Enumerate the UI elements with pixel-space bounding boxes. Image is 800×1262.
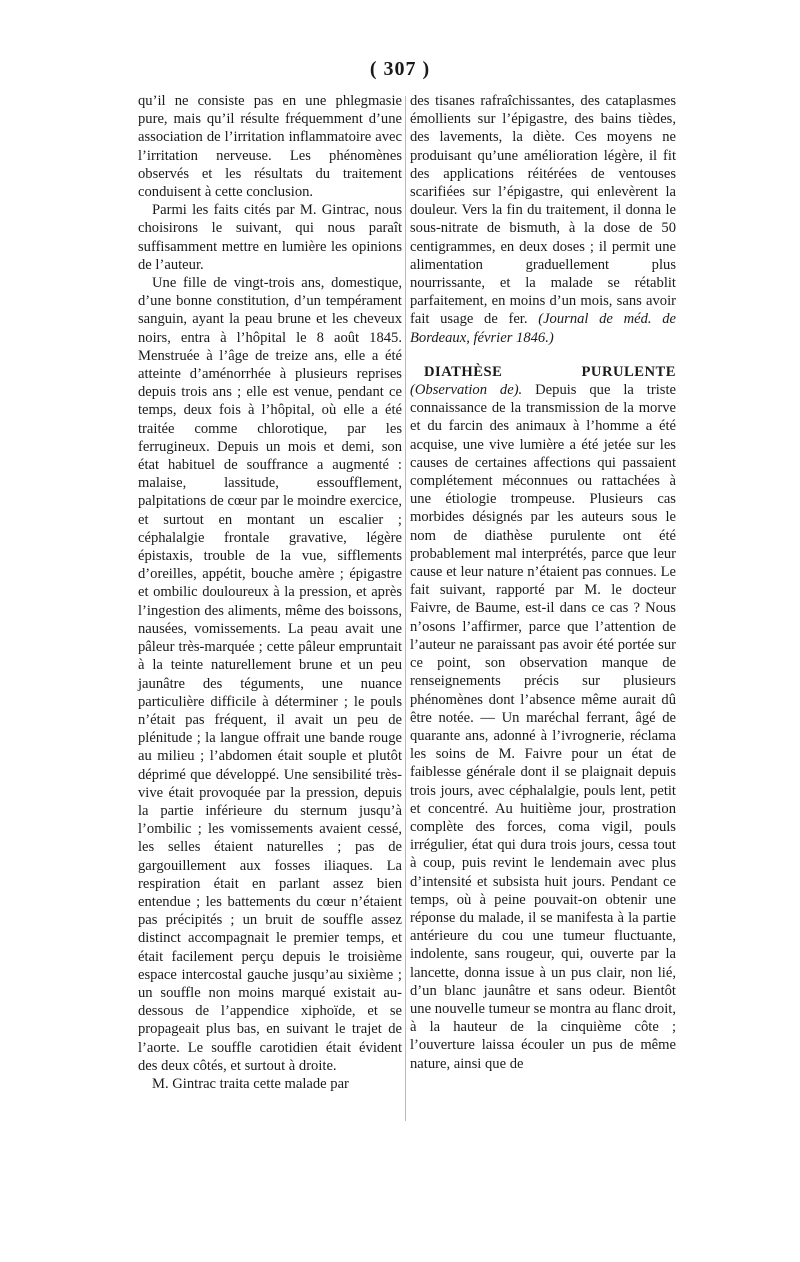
entry-heading-note: (Observation de). [410, 382, 523, 399]
entry-heading: DIATHÈSE PURULENTE [424, 363, 676, 380]
paragraph: Une fille de vingt-trois ans, domestique, d’une bonne constitution, d’un tempérament sanguin, ayant la peau brune et les cheveux noirs, entra à l’hôpital le 8 août 1845. Menstruée à l’âge de treize ans, elle a été atteinte d’aménorrhée à plusieurs reprises depuis trois ans ; elle est venue, pendant ce temps, deux fois à l’hôpital, où elle a été traitée comme chlorotique, par les ferrugineux. Depuis un mois et demi, son état habituel de souffrance a augmenté : malaise, lassitude, essoufflement, palpitations de cœur par le moindre exercice, et surtout en montant un escalier ; céphalalgie frontale gravative, légère épistaxis, trouble de la vue, sifflements d’oreilles, appétit, bouche amère ; épigastre et ombilic douloureux à la pression, et après l’ingestion des aliments, même des boissons, nausées, vomissements. La peau avait une pâleur très-marquée ; cette pâleur empruntait à la teinte naturellement brune et un peu jaunâtre des téguments, une nuance particulière difficile à déterminer ; le pouls n’était pas fréquent, il avait un peu de plénitude ; la langue offrait une bande rouge au milieu ; l’abdomen était souple et plutôt déprimé que développé. Une sensibilité très-vive était provoquée par la pression, depuis la partie inférieure du sternum jusqu’à l’ombilic ; les vomissements avaient cessé, les selles étaient naturelles ; pas de gargouillement aux fosses iliaques. La respiration était en parlant assez bien entendue ; les battements du cœur n’étaient pas précipités ; un bruit de souffle assez distinct accompagnait le premier temps, et était facilement perçu depuis le troisième espace intercostal gauche jusqu’au sixième ; un souffle non moins marqué existait au-dessous de l’appendice xiphoïde, et se propageait plus bas, en suivant le trajet de l’aorte. Le souffle carotidien était évident des deux côtés, et surtout à droite. [138, 275, 402, 1074]
entry-paragraph [410, 363, 676, 1073]
page-number: ( 307 ) [369, 58, 431, 80]
paragraph: qu’il ne consiste pas en une phlegmasie pure, mais qu’il résulte fréquemment d’une association de l’irritation inflammatoire avec l’irritation nerveuse. Les phénomènes observés et les résultats du traitement conduisent à cette conclusion. [138, 93, 402, 201]
paragraph-text: des tisanes rafraîchissantes, des cataplasmes émollients sur l’épigastre, des bains tièdes, des lavements, la diète. Ces moyens ne produisant qu’une amélioration légère, il fit des applications réitérées de ventouses scarifiées sur l’épigastre, qui enlevèrent la douleur. Vers la fin du traitement, il donna le sous-nitrate de bismuth, à la dose de 50 centigrammes, en deux doses ; il permit une alimentation graduellement plus nourrissante, et la malade se rétablit parfaitement, en moins d’un mois, sans avoir fait usage de fer. [410, 93, 676, 328]
paragraph: M. Gintrac traita cette malade par [152, 1075, 349, 1092]
paragraph: Parmi les faits cités par M. Gintrac, nous choisirons le suivant, qui nous paraît suffisamment mettre en lumière les opinions de l’auteur. [138, 202, 402, 273]
right-column [410, 92, 676, 1073]
column-divider [405, 96, 406, 1121]
paragraph [410, 92, 676, 347]
citation: (Journal de méd. de Bordeaux, février 1846.) [410, 311, 676, 346]
entry-body: Depuis que la triste connaissance de la transmission de la morve et du farcin des animaux à l’homme a été acquise, une vive lumière a été jetée sur les causes de certaines affections qui passaient complétement méconnues ou rattachées à une étiologie trompeuse. Plusieurs cas morbides désignés par les auteurs sous le nom de diathèse purulente ont été probablement mal interprétés, parce que leur cause et leur nature n’étaient pas connues. Le fait suivant, rapporté par M. le docteur Faivre, de Baume, est-il dans ce cas ? Nous n’osons l’affirmer, parce que l’attention de l’auteur ne paraissant pas avoir été portée sur ce point, son observation manque de renseignements précis sur plusieurs phénomènes dont l’absence même aurait dû être notée. — Un maréchal ferrant, âgé de quarante ans, adonné à l’ivrognerie, réclama les soins de M. Faivre pour un état de faiblesse générale dont il se plaignait depuis trois jours, avec céphalalgie, pouls lent, petit et concentré. Au huitième jour, prostration complète des forces, coma vigil, pouls irrégulier, état qui dura trois jours, cessa tout à coup, puis revint le lendemain avec plus d’intensité et subsista huit jours. Pendant ce temps, où à peine pouvait-on obtenir une réponse du malade, il se manifesta à la partie antérieure du cou une tumeur fluctuante, indolente, sans rougeur, qui, ouverte par la lancette, donna issue à un pus clair, non lié, d’un blanc jaunâtre et sans odeur. Bientôt une nouvelle tumeur se montra au flanc droit, à la hauteur de la cinquième côte ; l’ouverture laissa écouler un pus de même nature, ainsi que de [410, 382, 676, 1072]
left-column [138, 92, 402, 1093]
